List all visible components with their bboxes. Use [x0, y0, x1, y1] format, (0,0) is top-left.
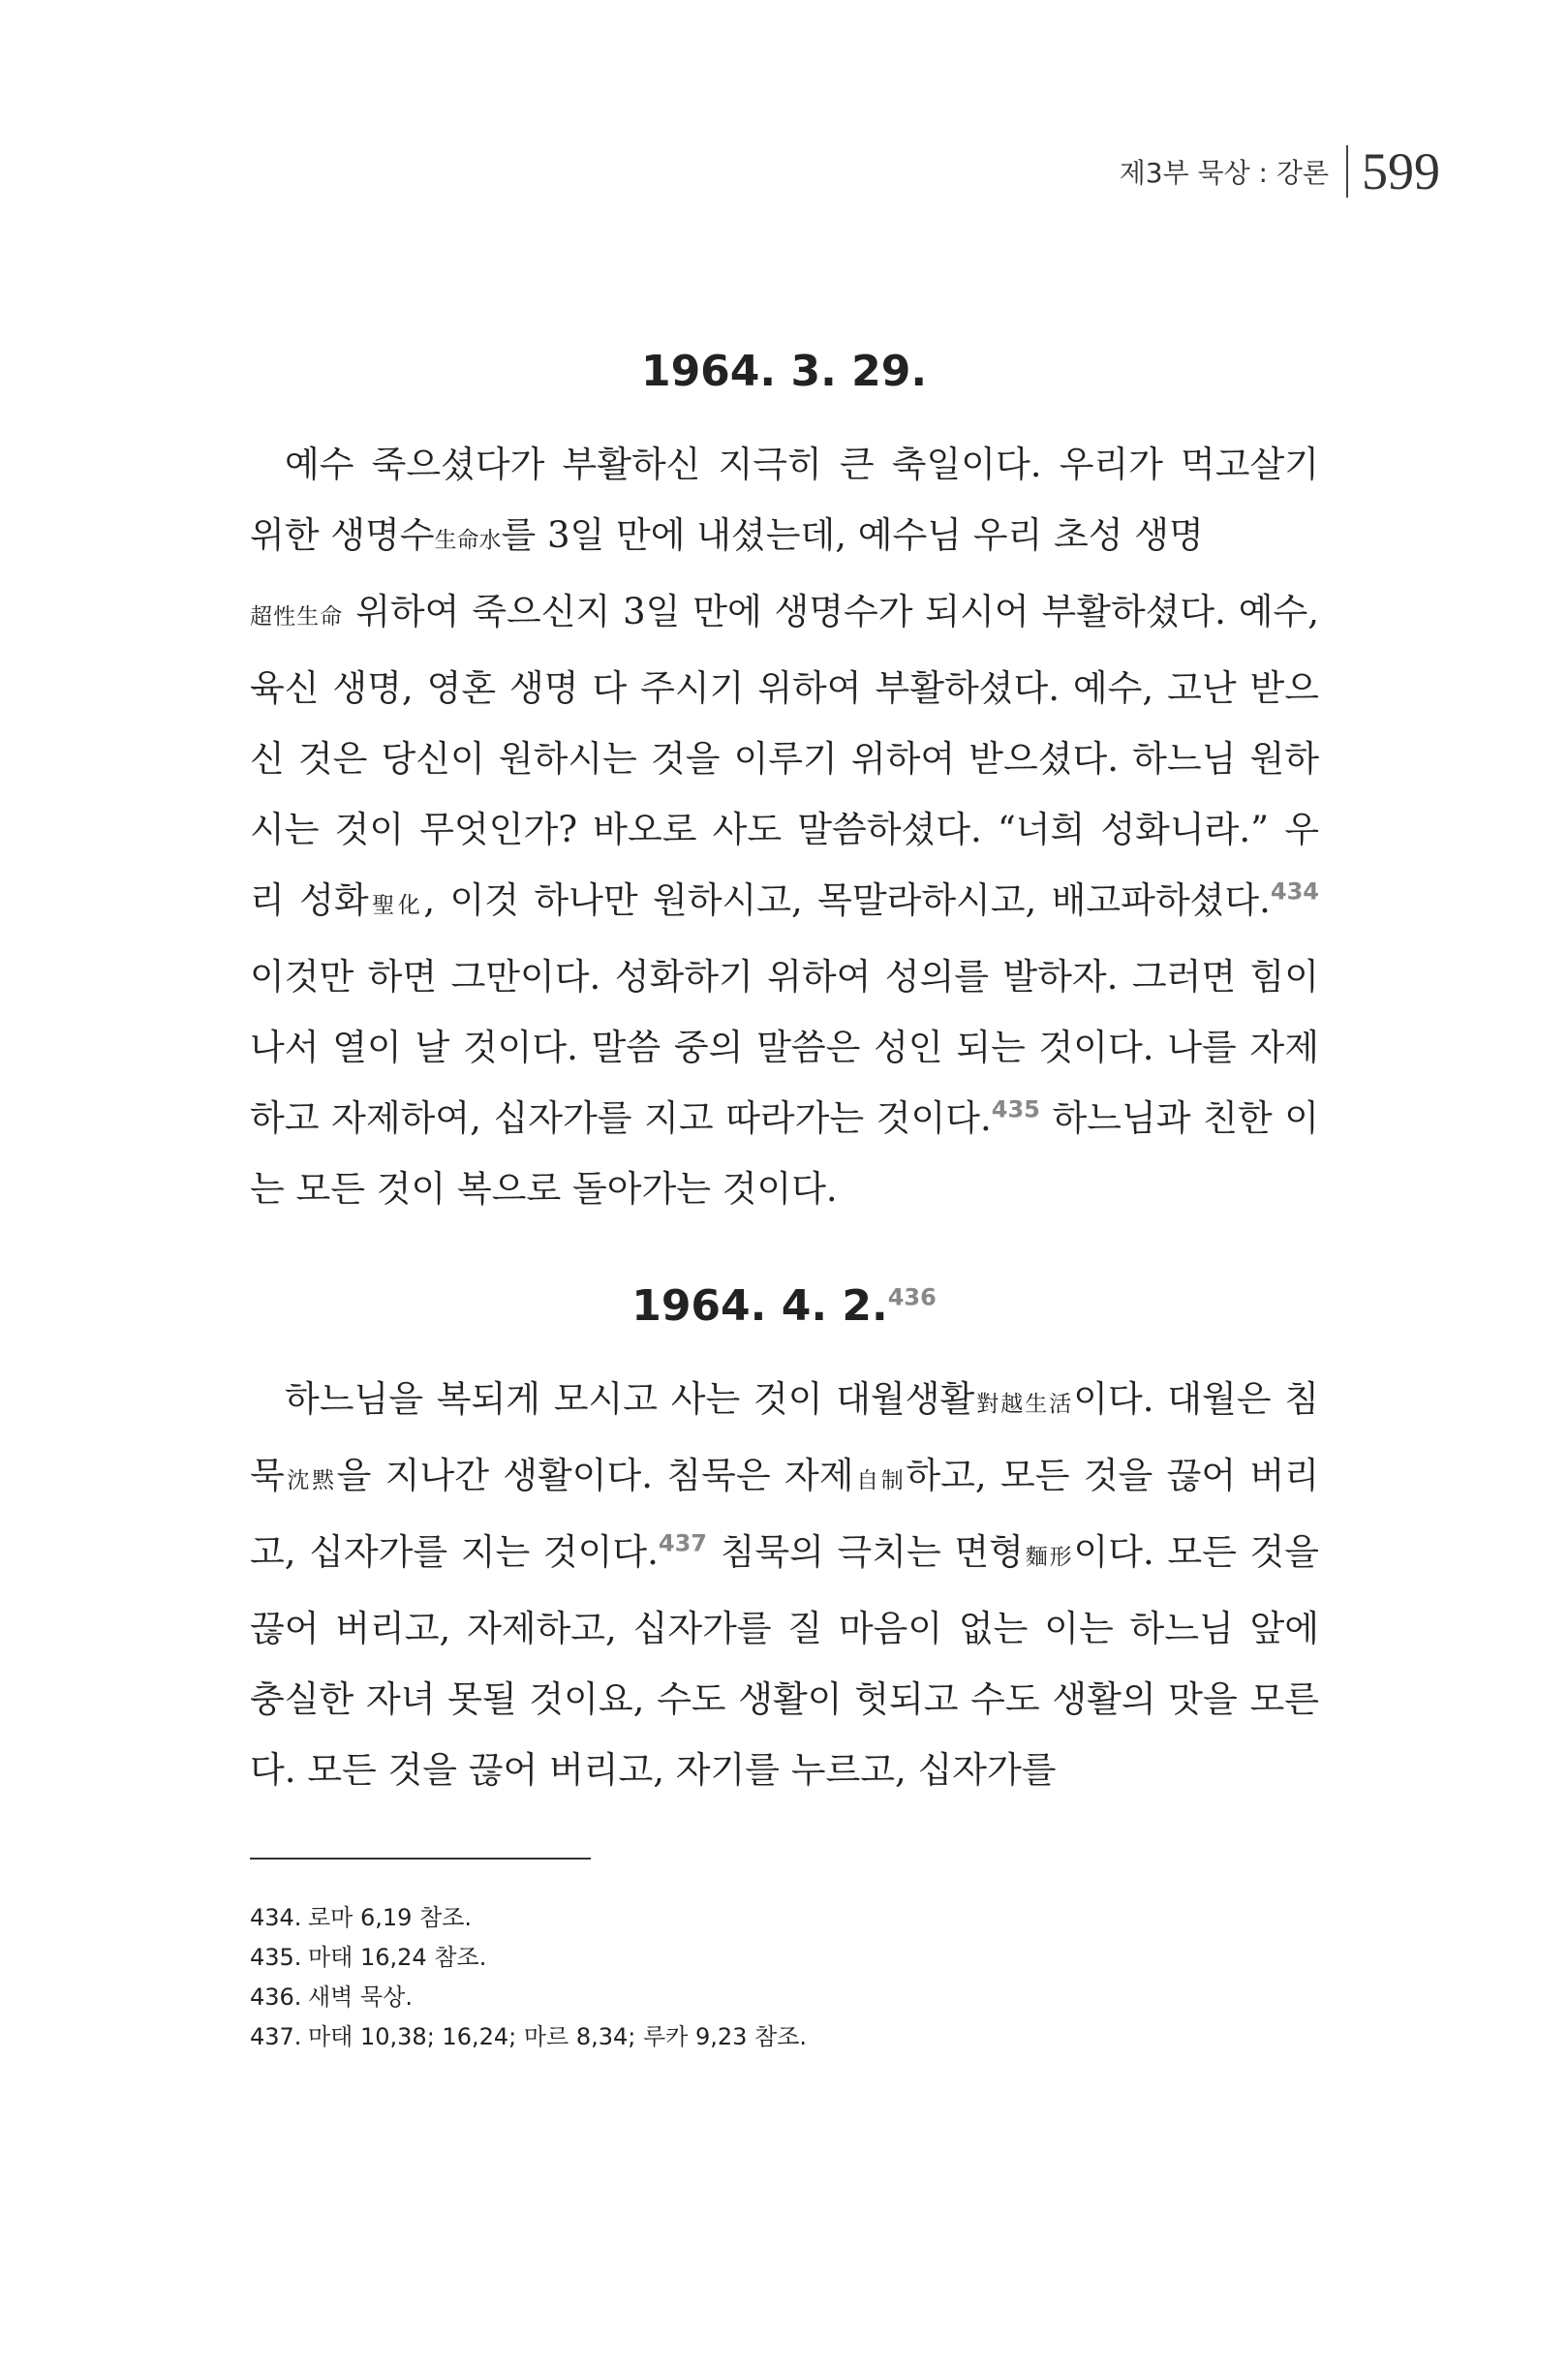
entry-date: 1964. 3. 29. — [640, 347, 928, 396]
footnote-text: 마태 10,38; 16,24; 마르 8,34; 루카 9,23 참조. — [308, 2023, 808, 2050]
footnote-marker: 434 — [1270, 877, 1319, 906]
footnote-marker: 437 — [658, 1529, 707, 1557]
entry-date: 1964. 4. 2. — [631, 1281, 888, 1331]
entry-paragraph — [250, 1364, 1319, 1805]
footnote-number: 434. — [250, 1904, 302, 1931]
footnote-number: 437. — [250, 2023, 302, 2050]
text-run: 이것만 하면 그만이다. 성화하기 위하여 성의를 발하자. 그러면 힘이 나서 열이 날 것이다. 말씀 중의 말씀은 성인 되는 것이다. 나를 자제하고 자제하여, 십자가를 지고 따라가는 것이다. — [250, 956, 1319, 1139]
footnotes — [250, 1898, 807, 2057]
text-run: 예수 죽으셨다가 부활하신 지극히 큰 축일이다. 우리가 먹고살기 위한 생명수 — [250, 444, 1319, 556]
footnote-number: 435. — [250, 1944, 302, 1971]
footnote-marker: 436 — [887, 1283, 937, 1311]
footnote-item — [250, 1978, 807, 2017]
text-run: 침묵의 극치는 면형 — [706, 1531, 1024, 1573]
text-run: 이다. 모든 것을 끊어 버리고, 자제하고, 십자가를 질 마음이 없는 이는 하느님 앞에 충실한 자녀 못될 것이요, 수도 생활이 헛되고 수도 생활의 맛을 모른다. 모든 것을 끊어 버리고, 자기를 누르고, 십자가를 — [250, 1531, 1319, 1791]
text-run: 이다. 대월은 침묵 — [250, 1378, 1319, 1496]
text-run: 위하여 죽으신지 3일 만에 생명수가 되시어 부활하셨다. 예수, 육신 생명, 영혼 생명 다 주시기 위하여 부활하셨다. 예수, 고난 받으신 것은 당신이 원하시는 것을 이루기 위하여 받으셨다. 하느님 원하시는 것이 무엇인가? 바오로 사도 말씀하셨다. “너희 성화니라.” 우리 성화 — [250, 591, 1319, 921]
page-number: 599 — [1362, 142, 1440, 200]
text-run: , 이것 하나만 원하시고, 목말라하시고, 배고파하셨다. — [423, 879, 1271, 921]
entry-date-heading — [0, 347, 1568, 396]
footnote-item — [250, 1938, 807, 1978]
text-run: 하느님과 친한 이는 모든 것이 복으로 돌아가는 것이다. — [250, 1097, 1319, 1210]
section-title: 제3부 묵상 : 강론 — [1119, 157, 1329, 189]
header-divider — [1346, 145, 1348, 198]
hanja-gloss: 麵形 — [1023, 1545, 1074, 1570]
text-run: 하느님을 복되게 모시고 사는 것이 대월생활 — [285, 1378, 975, 1420]
footnote-separator — [250, 1858, 591, 1860]
text-run: 를 3일 만에 내셨는데, 예수님 우리 초성 생명 — [501, 514, 1204, 556]
hanja-gloss: 對越生活 — [974, 1392, 1074, 1417]
hanja-gloss: 自制 — [853, 1468, 907, 1493]
hanja-gloss: 聖化 — [368, 893, 424, 918]
footnote-item — [250, 1898, 807, 1938]
hanja-gloss: 超性生命 — [250, 604, 344, 630]
text-run: 을 지나간 생활이다. 침묵은 자제 — [336, 1455, 854, 1496]
footnote-text: 로마 6,19 참조. — [308, 1904, 473, 1931]
hanja-gloss: 生命水 — [434, 528, 502, 553]
footnote-number: 436. — [250, 1984, 302, 2011]
text-run: 하고, 모든 것을 끊어 버리고, 십자가를 지는 것이다. — [250, 1455, 1320, 1573]
entry-date-heading — [0, 1281, 1568, 1331]
hanja-gloss: 沈黙 — [284, 1468, 337, 1493]
entry-paragraph — [250, 429, 1319, 1224]
footnote-text: 새벽 묵상. — [308, 1984, 413, 2011]
footnote-marker: 435 — [991, 1095, 1040, 1123]
footnote-text: 마태 16,24 참조. — [308, 1944, 487, 1971]
running-header — [1119, 142, 1440, 200]
footnote-item — [250, 2017, 807, 2057]
